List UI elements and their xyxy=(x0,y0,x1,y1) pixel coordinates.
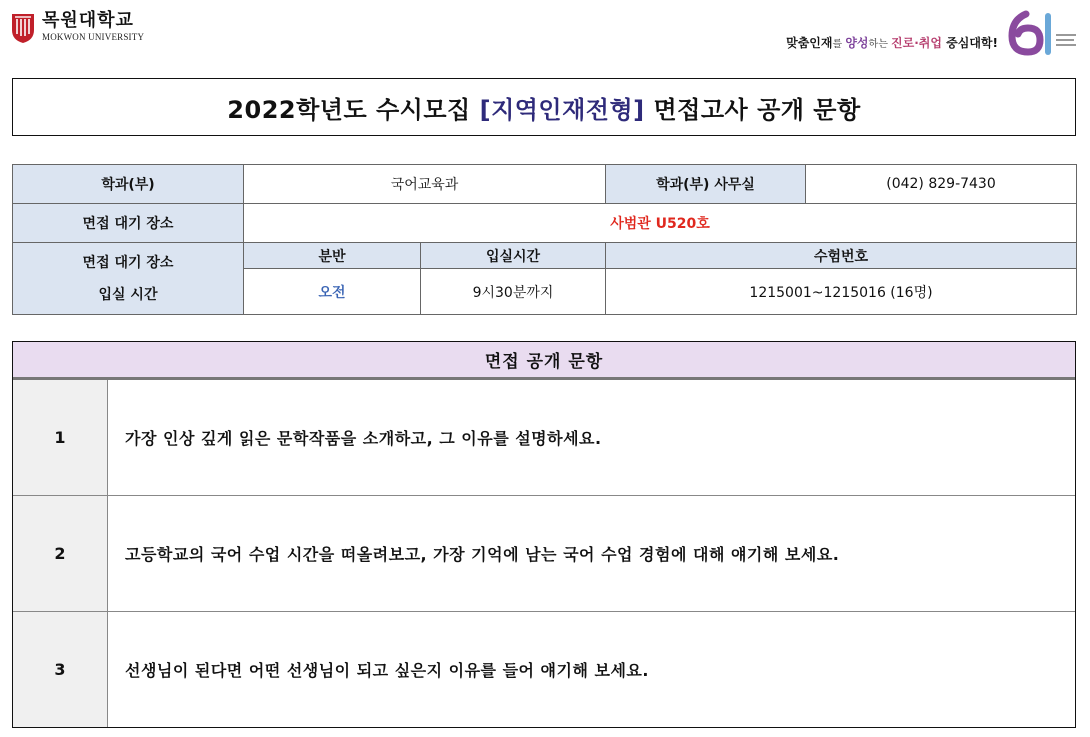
question-text: 선생님이 된다면 어떤 선생님이 되고 싶은지 이유를 들어 얘기해 보세요. xyxy=(125,661,649,680)
session-value: 오전 xyxy=(244,269,421,315)
question-number: 2 xyxy=(13,496,108,611)
question-text: 가장 인상 깊게 읽은 문학작품을 소개하고, 그 이유를 설명하세요. xyxy=(125,429,602,448)
number-column-header: 수험번호 xyxy=(606,243,1077,269)
waiting-place-value: 사범관 U520호 xyxy=(244,204,1077,243)
page-title xyxy=(227,90,860,125)
slogan-part5: 진로·취업 xyxy=(891,36,942,50)
question-row xyxy=(13,380,1075,496)
page-title-box xyxy=(12,78,1076,136)
title-highlight: [지역인재전형] xyxy=(479,95,645,124)
question-number: 1 xyxy=(13,380,108,495)
time-value: 9시30분까지 xyxy=(421,269,606,315)
office-label: 학과(부) 사무실 xyxy=(606,165,806,204)
question-text: 고등학교의 국어 수업 시간을 떠올려보고, 가장 기억에 남는 국어 수업 경험에 대해 얘기해 보세요. xyxy=(125,545,840,564)
slogan-part6: 중심대학! xyxy=(941,36,998,50)
info-row-department xyxy=(13,165,1077,204)
entry-label xyxy=(13,243,244,315)
anniversary-emblem-icon xyxy=(1008,10,1078,56)
time-column-header: 입실시간 xyxy=(421,243,606,269)
title-suffix: 면접고사 공개 문항 xyxy=(644,95,861,124)
slogan-part4: 하는 xyxy=(868,39,892,50)
question-number: 3 xyxy=(13,612,108,727)
entry-label-line1: 면접 대기 장소 xyxy=(82,254,174,271)
title-prefix: 2022학년도 수시모집 xyxy=(227,95,480,124)
university-name-english: MOKWON UNIVERSITY xyxy=(42,32,145,42)
dept-label: 학과(부) xyxy=(13,165,244,204)
questions-table xyxy=(12,341,1076,728)
slogan-part3: 양성 xyxy=(845,36,869,50)
question-row xyxy=(13,496,1075,612)
university-emblem-icon xyxy=(10,10,36,44)
question-row xyxy=(13,612,1075,727)
info-row-entry-header xyxy=(13,243,1077,269)
entry-label-line2: 입실 시간 xyxy=(98,286,158,303)
number-value: 1215001~1215016 (16명) xyxy=(606,269,1077,315)
office-phone: (042) 829-7430 xyxy=(806,165,1077,204)
waiting-place-label: 면접 대기 장소 xyxy=(13,204,244,243)
slogan-part2: 를 xyxy=(832,39,846,50)
dept-value: 국어교육과 xyxy=(244,165,606,204)
info-row-waiting-place xyxy=(13,204,1077,243)
university-name-korean: 목원대학교 xyxy=(42,10,134,31)
questions-heading: 면접 공개 문항 xyxy=(13,342,1075,380)
university-logo xyxy=(10,8,160,46)
interview-info-table xyxy=(12,164,1077,315)
slogan-part1: 맞춤인재 xyxy=(786,36,833,50)
session-column-header: 분반 xyxy=(244,243,421,269)
university-slogan xyxy=(786,34,998,51)
